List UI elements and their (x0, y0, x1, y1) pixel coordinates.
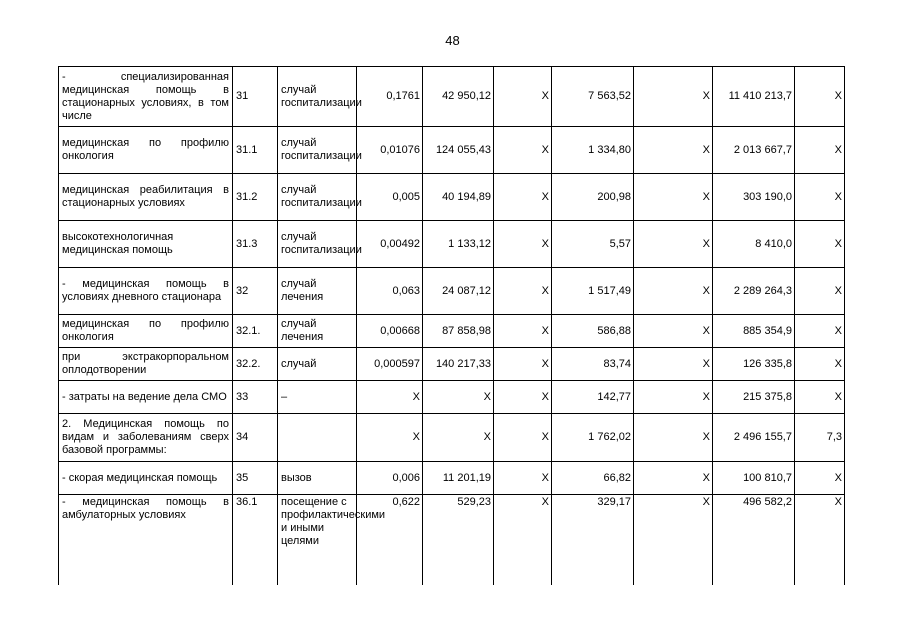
row-col5: Х (494, 462, 552, 495)
row-name: медицинская по профилю онкология (59, 315, 233, 348)
row-norm: 0,00492 (357, 221, 423, 268)
row-name: - специализированная медицинская помощь в стационарных условиях, в том числе (59, 67, 233, 127)
row-code: 32.1. (233, 315, 278, 348)
table-row (59, 348, 845, 381)
row-unit: посещение с профилактическими и иными целями (278, 495, 357, 585)
row-col8: 100 810,7 (713, 462, 795, 495)
row-col8: 11 410 213,7 (713, 67, 795, 127)
row-cost: 42 950,12 (423, 67, 494, 127)
row-code: 31 (233, 67, 278, 127)
row-cost: 87 858,98 (423, 315, 494, 348)
row-name: высокотехнологичная медицинская помощь (59, 221, 233, 268)
row-col7: Х (634, 414, 713, 462)
data-table (58, 66, 845, 585)
row-col9: Х (795, 221, 845, 268)
row-col6: 66,82 (552, 462, 634, 495)
row-col5: Х (494, 67, 552, 127)
row-col6: 329,17 (552, 495, 634, 585)
row-cost: 24 087,12 (423, 268, 494, 315)
table-row (59, 174, 845, 221)
row-norm: Х (357, 381, 423, 414)
row-cost: 140 217,33 (423, 348, 494, 381)
row-col8: 303 190,0 (713, 174, 795, 221)
row-col6: 1 334,80 (552, 127, 634, 174)
row-cost: 1 133,12 (423, 221, 494, 268)
row-col8: 2 013 667,7 (713, 127, 795, 174)
row-code: 34 (233, 414, 278, 462)
table-row (59, 315, 845, 348)
table-row (59, 127, 845, 174)
row-col6: 586,88 (552, 315, 634, 348)
row-col5: Х (494, 127, 552, 174)
row-unit (278, 414, 357, 462)
row-col8: 2 289 264,3 (713, 268, 795, 315)
row-col9: 7,3 (795, 414, 845, 462)
row-code: 32 (233, 268, 278, 315)
row-norm: 0,00668 (357, 315, 423, 348)
row-col9: Х (795, 67, 845, 127)
row-col6: 5,57 (552, 221, 634, 268)
row-col6: 1 762,02 (552, 414, 634, 462)
row-col8: 496 582,2 (713, 495, 795, 585)
row-code: 31.1 (233, 127, 278, 174)
row-col5: Х (494, 348, 552, 381)
row-col6: 1 517,49 (552, 268, 634, 315)
row-col9: Х (795, 495, 845, 585)
row-cost: Х (423, 414, 494, 462)
row-unit: – (278, 381, 357, 414)
row-unit: случай госпитализации (278, 127, 357, 174)
row-unit: случай лечения (278, 315, 357, 348)
row-col9: Х (795, 315, 845, 348)
row-norm: Х (357, 414, 423, 462)
row-name: - скорая медицинская помощь (59, 462, 233, 495)
row-norm: 0,01076 (357, 127, 423, 174)
row-name: при экстракорпоральном оплодотворении (59, 348, 233, 381)
row-code: 35 (233, 462, 278, 495)
row-col7: Х (634, 174, 713, 221)
row-name: медицинская реабилитация в стационарных условиях (59, 174, 233, 221)
row-col9: Х (795, 462, 845, 495)
row-col8: 885 354,9 (713, 315, 795, 348)
row-name: - медицинская помощь в амбулаторных условиях (59, 495, 233, 585)
row-cost: 529,23 (423, 495, 494, 585)
table-row (59, 414, 845, 462)
row-norm: 0,005 (357, 174, 423, 221)
table-row (59, 221, 845, 268)
table-row (59, 495, 845, 585)
row-col7: Х (634, 268, 713, 315)
row-col8: 126 335,8 (713, 348, 795, 381)
row-col7: Х (634, 381, 713, 414)
row-col7: Х (634, 67, 713, 127)
table-row (59, 462, 845, 495)
row-norm: 0,063 (357, 268, 423, 315)
row-unit: случай госпитализации (278, 221, 357, 268)
row-code: 32.2. (233, 348, 278, 381)
row-col7: Х (634, 495, 713, 585)
row-name: 2. Медицинская помощь по видам и заболеваниям сверх базовой программы: (59, 414, 233, 462)
row-cost: 40 194,89 (423, 174, 494, 221)
row-col5: Х (494, 381, 552, 414)
table-row (59, 268, 845, 315)
row-col7: Х (634, 348, 713, 381)
row-unit: вызов (278, 462, 357, 495)
row-cost: Х (423, 381, 494, 414)
table-row (59, 381, 845, 414)
row-code: 31.2 (233, 174, 278, 221)
row-name: - медицинская помощь в условиях дневного стационара (59, 268, 233, 315)
row-col6: 142,77 (552, 381, 634, 414)
row-norm: 0,622 (357, 495, 423, 585)
row-col5: Х (494, 221, 552, 268)
row-code: 36.1 (233, 495, 278, 585)
row-col5: Х (494, 315, 552, 348)
row-code: 31.3 (233, 221, 278, 268)
row-col5: Х (494, 414, 552, 462)
table-row (59, 67, 845, 127)
page-number: 48 (445, 33, 460, 48)
row-norm: 0,1761 (357, 67, 423, 127)
row-name: медицинская по профилю онкология (59, 127, 233, 174)
row-cost: 124 055,43 (423, 127, 494, 174)
row-col9: Х (795, 381, 845, 414)
row-cost: 11 201,19 (423, 462, 494, 495)
row-col8: 215 375,8 (713, 381, 795, 414)
row-col5: Х (494, 268, 552, 315)
row-col6: 200,98 (552, 174, 634, 221)
row-col5: Х (494, 495, 552, 585)
row-norm: 0,000597 (357, 348, 423, 381)
row-col9: Х (795, 127, 845, 174)
row-col7: Х (634, 462, 713, 495)
row-col6: 83,74 (552, 348, 634, 381)
row-unit: случай госпитализации (278, 174, 357, 221)
row-unit: случай (278, 348, 357, 381)
row-col9: Х (795, 174, 845, 221)
row-code: 33 (233, 381, 278, 414)
row-unit: случай лечения (278, 268, 357, 315)
row-col7: Х (634, 221, 713, 268)
row-col8: 2 496 155,7 (713, 414, 795, 462)
row-col6: 7 563,52 (552, 67, 634, 127)
row-col8: 8 410,0 (713, 221, 795, 268)
row-col9: Х (795, 348, 845, 381)
row-unit: случай госпитализации (278, 67, 357, 127)
row-norm: 0,006 (357, 462, 423, 495)
row-col9: Х (795, 268, 845, 315)
row-col7: Х (634, 127, 713, 174)
row-name: - затраты на ведение дела СМО (59, 381, 233, 414)
row-col7: Х (634, 315, 713, 348)
row-col5: Х (494, 174, 552, 221)
